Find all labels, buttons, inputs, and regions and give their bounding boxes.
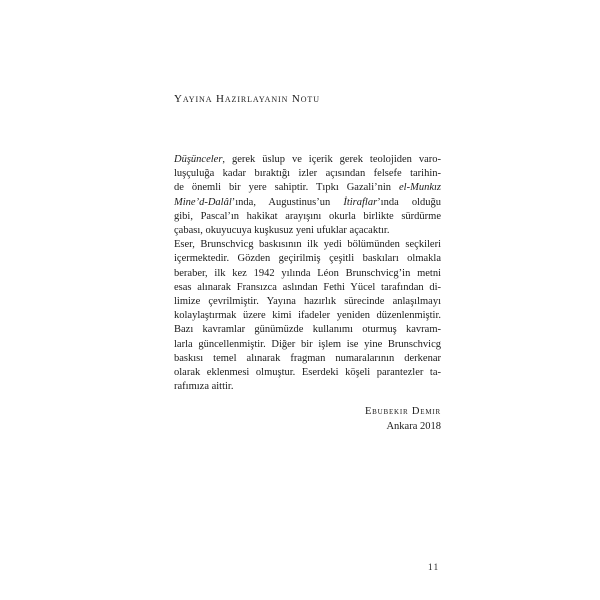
text-line bbox=[174, 181, 441, 195]
body-text bbox=[174, 153, 441, 394]
paragraph-intro bbox=[174, 153, 441, 238]
italic-title: el-Munkız bbox=[399, 182, 441, 194]
place-and-year: Ankara 2018 bbox=[386, 420, 441, 432]
author-name: Ebubekir Demir bbox=[364, 406, 441, 417]
text-line bbox=[174, 153, 441, 167]
text-line: beraber, ilk kez 1942 yılında Léon Brunschvicg’in metni bbox=[174, 267, 441, 279]
text-line: gibi, Pascal’ın hakikat arayışını okurla birlikte sürdürme bbox=[174, 210, 441, 222]
text-line: larla güncellenmiştir. Diğer bir işlem ise yine Brunschvicg bbox=[174, 338, 441, 350]
text-line: olarak eklenmesi olmuştur. Eserdeki köşeli parantezler ta- bbox=[174, 367, 441, 379]
text-line: kolaylaştırmak üzere kimi ifadeler yeniden düzenlenmiştir. bbox=[174, 310, 441, 322]
italic-title: Mine’d-Dalâl bbox=[174, 196, 232, 208]
text-line: esas alınarak Fransızca aslından Fethi Yücel tarafından di- bbox=[174, 281, 441, 293]
text-span: ’ında olduğu bbox=[377, 196, 441, 208]
text-line: Eser, Brunschvicg baskısının ilk yedi bölümünden seçkileri bbox=[174, 239, 441, 251]
text-line: içermektedir. Gözden geçirilmiş çeşitli baskıları olmakla bbox=[174, 253, 441, 265]
text-line: baskısı temel alınarak fragman numaralarının derkenar bbox=[174, 352, 441, 364]
page-number: 11 bbox=[428, 562, 440, 572]
text-line: luşçuluğa kadar bıraktığı izler açısından felsefe tarihin- bbox=[174, 168, 441, 180]
text-line: limize çevrilmiştir. Yayına hazırlık sürecinde anlaşılmayı bbox=[174, 296, 441, 308]
italic-title: Düşünceler bbox=[174, 154, 223, 165]
text-line: Bazı kavramlar günümüzde kullanımı oturmuş kavram- bbox=[174, 324, 441, 336]
section-heading: Yayına Hazırlayanın Notu bbox=[174, 93, 320, 105]
signature-block bbox=[365, 405, 441, 434]
text-span: , gerek üslup ve içerik gerek teolojiden varo- bbox=[222, 154, 441, 165]
italic-title: İtiraflar bbox=[343, 196, 378, 208]
text-line: çabası, okuyucuya kuşkusuz yeni ufuklar açacaktır. bbox=[174, 225, 390, 237]
text-line bbox=[174, 196, 441, 210]
text-span: de önemli bir yere sahiptir. Tıpkı Gazali’nin bbox=[174, 182, 399, 194]
text-span: ’ında, Augustinus’un bbox=[231, 196, 344, 208]
text-line: rafımıza aittir. bbox=[174, 381, 234, 393]
paragraph-edition bbox=[174, 238, 441, 394]
